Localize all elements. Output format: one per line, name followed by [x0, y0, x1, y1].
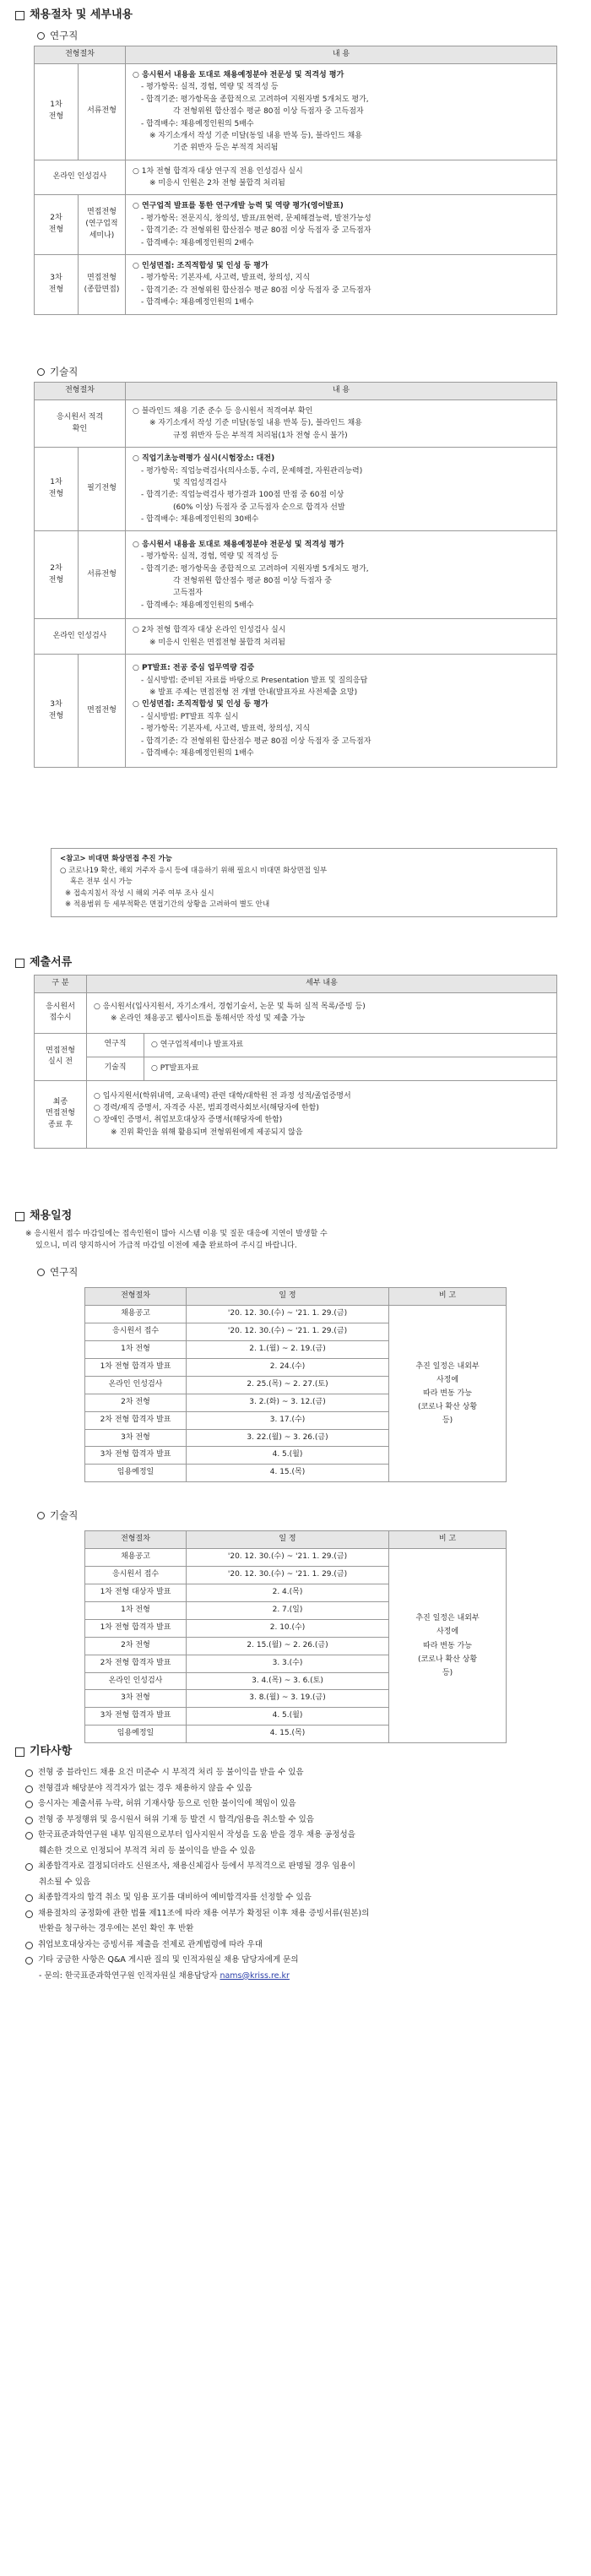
list-item-line — [25, 1906, 566, 1922]
note-line: 있으니, 미리 양지하시어 가급적 마감일 이전에 제출 완료하여 주시길 바랍니다. — [35, 1242, 297, 1251]
table-row — [85, 1548, 507, 1566]
date-cell: 2. 25.(목) ~ 2. 27.(토) — [187, 1376, 389, 1394]
subcategory-cell: 연구직 — [87, 1033, 144, 1057]
stage-cell: 2차 전형 합격자 발표 — [85, 1411, 187, 1429]
table-header: 전형절차 — [85, 1531, 187, 1549]
content-line: ○ 1차 전형 합격자 대상 연구직 전용 인성검사 실시 — [133, 166, 303, 176]
stage-cell: 1차 전형 합격자 발표 — [85, 1358, 187, 1376]
section-title: 기타사항 — [30, 1745, 73, 1758]
content-cell — [126, 448, 557, 531]
content-cell — [126, 160, 557, 195]
list-item-line: 훼손한 것으로 인정되어 부적격 처리 등 불이익을 받을 수 있음 — [39, 1845, 256, 1856]
subsection-research — [37, 29, 78, 44]
content-heading: ○ 응시원서 내용을 토대로 채용예정분야 전문성 및 적격성 평가 — [133, 70, 344, 79]
table-row — [35, 531, 557, 619]
subsection-tech-schedule — [37, 1508, 78, 1524]
table-row — [35, 160, 557, 195]
contact-line — [25, 1969, 566, 1985]
content-cell: ○ 연구업적세미나 발표자료 — [144, 1033, 557, 1057]
content-cell — [126, 531, 557, 619]
section-title-schedule — [15, 1208, 72, 1225]
circle-bullet-icon — [37, 1512, 45, 1519]
list-item-text: 전형 중 부정행위 및 응시원서 허위 기재 등 발견 시 합격/임용을 취소할 수 있음 — [38, 1814, 314, 1824]
circle-bullet-icon — [37, 32, 45, 40]
stage-cell: 3차 전형 — [85, 1429, 187, 1447]
table-header: 구 분 — [35, 976, 87, 993]
table-header: 일 정 — [187, 1531, 389, 1549]
list-item-line — [25, 1937, 566, 1954]
remark-cell: 추진 일정은 내외부 사정에 따라 변동 가능 (코로나 확산 상황 등) — [389, 1548, 507, 1742]
content-line: - 합격기준: 각 전형위원 합산점수 평균 80점 이상 득점자 중 고득점자 — [141, 226, 371, 236]
table-row — [85, 1305, 507, 1323]
content-line: ○ 경력/재직 증명서, 자격증 사본, 범죄경력사회보서(해당자에 한함) — [94, 1104, 319, 1113]
list-item-line — [25, 1953, 566, 1969]
content-line: - 합격기준: 각 전형위원 합산점수 평균 80점 이상 득점자 중 고득점자 — [141, 285, 371, 295]
circle-bullet-icon — [25, 1832, 33, 1840]
date-cell: 3. 4.(목) ~ 3. 6.(토) — [187, 1672, 389, 1690]
table-row — [35, 1033, 557, 1057]
schedule-note — [25, 1228, 566, 1253]
table-header: 내 용 — [126, 46, 557, 64]
content-line: 각 전형위원 합산점수 평균 80점 이상 득점자 중 — [173, 576, 332, 585]
content-note: ※ 자기소개서 작성 기준 미달(동일 내용 반복 등), 블라인드 채용 — [149, 131, 362, 140]
content-line: ○ 응시원서(입사지원서, 자기소개서, 경험기술서, 논문 및 특허 실적 목록/증빙 등) — [94, 1003, 366, 1012]
stage-cell: 1차 전형 — [85, 1601, 187, 1619]
content-cell — [126, 399, 557, 447]
circle-bullet-icon — [25, 1957, 33, 1965]
table-row — [35, 992, 557, 1033]
stage-cell: 2차 전형 — [35, 195, 79, 255]
date-cell: 2. 7.(일) — [187, 1601, 389, 1619]
stage-cell: 1차 전형 — [85, 1340, 187, 1358]
content-note: ※ 온라인 채용공고 웹사이트를 통해서만 작성 및 제출 가능 — [111, 1014, 306, 1024]
content-heading: ○ PT발표: 전공 중심 업무역량 검증 — [133, 664, 255, 673]
table-header: 비 고 — [389, 1531, 507, 1549]
content-heading: ○ 인성면접: 조직적합성 및 인성 등 평가 — [133, 262, 268, 271]
research-schedule-table — [84, 1287, 507, 1482]
contact-email-link[interactable]: nams@kriss.re.kr — [220, 1970, 290, 1981]
content-line: - 합격배수: 채용예정인원의 30배수 — [141, 515, 259, 524]
list-item — [25, 1765, 566, 1781]
circle-bullet-icon — [25, 1769, 33, 1777]
etc-list — [25, 1765, 566, 1984]
list-item — [25, 1781, 566, 1797]
stage-cell: 2차 전형 — [85, 1394, 187, 1411]
reference-line: 혹은 전부 실시 가능 — [70, 878, 133, 887]
content-line: - 평가항목: 기본자세, 사고력, 발표력, 창의성, 지식 — [141, 274, 311, 283]
stage-cell: 1차 전형 — [35, 448, 79, 531]
list-item — [25, 1953, 566, 1969]
content-line: - 평가항목: 전문지식, 창의성, 발표/표현력, 문제해결능력, 발전가능성 — [141, 214, 371, 223]
circle-bullet-icon — [25, 1863, 33, 1871]
content-line: 각 전형위원 합산점수 평균 80점 이상 득점자 중 고득점자 — [173, 107, 364, 117]
content-line: - 실시방법: PT발표 직후 실시 — [141, 712, 239, 721]
date-cell: '20. 12. 30.(수) ~ '21. 1. 29.(금) — [187, 1548, 389, 1566]
category-cell: 면접전형 실시 전 — [35, 1033, 87, 1080]
list-item-line — [25, 1828, 566, 1844]
content-cell — [126, 195, 557, 255]
remark-cell: 추진 일정은 내외부 사정에 따라 변동 가능 (코로나 확산 상황 등) — [389, 1305, 507, 1481]
circle-bullet-icon — [25, 1942, 33, 1949]
section-title: 제출서류 — [30, 956, 73, 969]
stage-cell: 3차 전형 — [35, 255, 79, 315]
stage-cell: 채용공고 — [85, 1548, 187, 1566]
date-cell: 2. 1.(월) ~ 2. 19.(금) — [187, 1340, 389, 1358]
stage-cell: 2차 전형 — [85, 1637, 187, 1655]
date-cell: 4. 15.(목) — [187, 1465, 389, 1482]
research-procedure-table — [34, 46, 557, 315]
date-cell: 2. 10.(수) — [187, 1619, 389, 1637]
contact-prefix: - 문의: 한국표준과학연구원 인적자원실 채용담당자 — [39, 1970, 220, 1981]
content-note: ※ 자기소개서 작성 기준 미달(동일 내용 반복 등), 블라인드 채용 — [149, 419, 362, 428]
date-cell: 3. 22.(월) ~ 3. 26.(금) — [187, 1429, 389, 1447]
checkbox-square-icon — [15, 1212, 24, 1221]
list-item — [25, 1796, 566, 1812]
list-item — [25, 1859, 566, 1890]
list-item-line — [25, 1765, 566, 1781]
section-title-documents — [15, 954, 72, 971]
list-item — [25, 1812, 566, 1829]
stage-cell: 온라인 인성검사 — [35, 160, 126, 195]
type-cell: 서류전형 — [79, 531, 126, 619]
subsection-tech — [37, 365, 78, 380]
subsection-label: 연구직 — [50, 30, 79, 41]
section-title-procedure — [15, 7, 133, 24]
content-heading: ○ 응시원서 내용을 토대로 채용예정분야 전문성 및 적격성 평가 — [133, 540, 344, 549]
list-item-line: 취소될 수 있음 — [39, 1877, 91, 1887]
checkbox-square-icon — [15, 959, 24, 968]
content-note: ※ 발표 주제는 면접전형 전 개별 안내(발표자료 사전제출 요망) — [149, 687, 358, 697]
content-note: 기준 위반자 등은 부적격 처리됨 — [173, 144, 279, 153]
content-line: ○ 블라인드 채용 기준 준수 등 응시원서 적격여부 확인 — [133, 406, 313, 416]
list-item-text: 채용절차의 공정화에 관한 법률 제11조에 따라 채용 여부가 확정된 이후 채용 증빙서류(원본)의 — [38, 1908, 370, 1918]
category-cell: 최종 면접전형 종료 후 — [35, 1080, 87, 1148]
list-item-line — [25, 1859, 566, 1875]
reference-note: ※ 적용범위 등 세부적확은 면접기간의 상황을 고려하여 별도 안내 — [65, 900, 270, 910]
list-item-line — [25, 1796, 566, 1812]
content-note: ※ 미응시 인원은 2차 전형 불합격 처리됨 — [149, 179, 285, 188]
content-cell — [126, 619, 557, 655]
content-line: - 합격기준: 각 전형위원 합산점수 평균 80점 이상 득점자 중 고득점자 — [141, 736, 371, 746]
list-item-line: 반환을 청구하는 경우에는 본인 확인 후 반환 — [39, 1924, 194, 1934]
checkbox-square-icon — [15, 11, 24, 20]
section-title-etc — [15, 1743, 72, 1760]
stage-cell: 3차 전형 — [35, 655, 79, 768]
date-cell: '20. 12. 30.(수) ~ '21. 1. 29.(금) — [187, 1566, 389, 1584]
stage-cell: 임용예정일 — [85, 1465, 187, 1482]
date-cell: 2. 4.(목) — [187, 1584, 389, 1601]
documents-table — [34, 975, 557, 1149]
date-cell: 3. 17.(수) — [187, 1411, 389, 1429]
table-header: 내 용 — [126, 383, 557, 400]
content-line: ○ 입사지원서(학위내역, 교육내역) 관련 대학/대학원 전 과정 성적/졸업증명서 — [94, 1091, 351, 1101]
content-cell: ○ PT발표자료 — [144, 1057, 557, 1080]
stage-cell: 온라인 인성검사 — [85, 1672, 187, 1690]
content-note: 규정 위반자 등은 부적격 처리됨(1차 전형 응시 불가) — [173, 431, 348, 440]
table-row — [35, 1057, 557, 1080]
list-item-text: 기타 궁금한 사항은 Q&A 게시판 질의 및 인적자원실 채용 담당자에게 문의 — [38, 1955, 299, 1965]
checkbox-square-icon — [15, 1747, 24, 1757]
date-cell: 4. 15.(목) — [187, 1725, 389, 1743]
stage-cell: 1차 전형 합격자 발표 — [85, 1619, 187, 1637]
section-title: 채용일정 — [30, 1209, 73, 1222]
content-line: - 합격배수: 채용예정인원의 5배수 — [141, 119, 254, 128]
content-line: ○ 장애인 증명서, 취업보호대상자 증명서(해당자에 한함) — [94, 1116, 283, 1125]
list-item-text: 전형 중 블라인드 채용 요건 미준수 시 부적격 처리 등 불이익을 받을 수 있음 — [38, 1768, 304, 1777]
table-header: 전형절차 — [35, 383, 126, 400]
list-item-text: 응시자는 제출서류 누락, 허위 기재사항 등으로 인한 불이익에 책임이 있음 — [38, 1799, 296, 1809]
note-line: ※ 응시원서 접수 마감일에는 접속인원이 많아 시스템 이용 및 질문 대응에 지연이 발생할 수 — [25, 1230, 328, 1238]
subsection-label: 기술직 — [50, 366, 79, 378]
stage-cell: 1차 전형 대상자 발표 — [85, 1584, 187, 1601]
tech-schedule-table — [84, 1530, 507, 1743]
table-row — [35, 63, 557, 160]
content-heading: ○ 연구업적 발표를 통한 연구개발 능력 및 역량 평가(영어발표) — [133, 202, 344, 211]
stage-cell: 채용공고 — [85, 1305, 187, 1323]
date-cell: 2. 15.(월) ~ 2. 26.(금) — [187, 1637, 389, 1655]
list-item-text: 전형결과 해당분야 적격자가 없는 경우 채용하지 않을 수 있음 — [38, 1783, 252, 1793]
reference-title: <참고> 비대면 화상면접 추진 가능 — [60, 855, 172, 863]
subcategory-cell: 기술직 — [87, 1057, 144, 1080]
type-cell: 면접전형 — [79, 655, 126, 768]
stage-cell: 3차 전형 합격자 발표 — [85, 1708, 187, 1725]
circle-bullet-icon — [25, 1817, 33, 1824]
list-item — [25, 1906, 566, 1937]
content-cell — [87, 1080, 557, 1148]
reference-note: ※ 접속지침서 작성 시 해외 거주 여부 조사 실시 — [65, 889, 214, 898]
table-header: 전형절차 — [35, 46, 126, 64]
reference-line: ○ 코로나19 확산, 해외 거주자 응시 등에 대응하기 위해 필요시 비대면 화상면접 일부 — [60, 866, 328, 875]
content-line: 및 직업성격검사 — [173, 478, 227, 487]
section-title: 채용절차 및 세부내용 — [30, 8, 133, 21]
list-item-text: 취업보호대상자는 증빙서류 제출을 전제로 관계법령에 따라 우대 — [38, 1939, 263, 1949]
reference-box — [51, 848, 557, 917]
stage-cell: 1차 전형 — [35, 63, 79, 160]
table-header: 전형절차 — [85, 1288, 187, 1306]
list-item — [25, 1890, 566, 1906]
list-item-text: 한국표준과학연구원 내부 임직원으로부터 입사지원서 작성을 도움 받을 경우 채용 공정성을 — [38, 1830, 355, 1840]
subsection-label: 기술직 — [50, 1509, 79, 1521]
date-cell: '20. 12. 30.(수) ~ '21. 1. 29.(금) — [187, 1305, 389, 1323]
stage-cell: 응시원서 접수 — [85, 1566, 187, 1584]
table-row — [35, 399, 557, 447]
stage-cell: 2차 전형 — [35, 531, 79, 619]
content-line: - 합격배수: 채용예정인원의 2배수 — [141, 238, 254, 247]
table-row — [35, 1080, 557, 1148]
content-cell — [87, 992, 557, 1033]
list-item-text: 최종합격자로 결정되더라도 신원조사, 채용신체검사 등에서 부적격으로 판명될 경우 임용이 — [38, 1861, 355, 1872]
table-row — [35, 448, 557, 531]
content-cell — [126, 255, 557, 315]
circle-bullet-icon — [37, 1269, 45, 1276]
type-cell: 서류전형 — [79, 63, 126, 160]
table-row — [35, 619, 557, 655]
table-header: 일 정 — [187, 1288, 389, 1306]
stage-cell: 응시원서 접수 — [85, 1323, 187, 1340]
content-line: - 합격기준: 평가항목을 종합적으로 고려하여 지원자별 5개처도 평가, — [141, 95, 369, 104]
table-header: 비 고 — [389, 1288, 507, 1306]
content-line: - 평가항목: 실적, 경험, 역량 및 적격성 등 — [141, 83, 279, 92]
date-cell: 3. 8.(월) ~ 3. 19.(금) — [187, 1690, 389, 1708]
stage-cell: 임용예정일 — [85, 1725, 187, 1743]
subsection-label: 연구직 — [50, 1266, 79, 1278]
stage-cell: 3차 전형 — [85, 1690, 187, 1708]
stage-cell: 응시원서 적격 확인 — [35, 399, 126, 447]
date-cell: 3. 3.(수) — [187, 1655, 389, 1672]
type-cell: 면접전형 (연구업적 세미나) — [79, 195, 126, 255]
table-row — [35, 255, 557, 315]
content-line: - 합격배수: 채용예정인원의 5배수 — [141, 601, 254, 610]
tech-procedure-table — [34, 382, 557, 768]
content-heading: ○ 직업기초능력평가 실시(시험장소: 대전) — [133, 454, 275, 464]
content-cell — [126, 63, 557, 160]
content-line: - 실시방법: 준비된 자료를 바탕으로 Presentation 발표 및 질의응답 — [141, 676, 368, 685]
list-item — [25, 1828, 566, 1859]
content-line: - 합격기준: 평가항목을 종합적으로 고려하여 지원자별 5개처도 평가, — [141, 564, 369, 573]
content-line: 고득점자 — [173, 589, 203, 598]
stage-cell: 2차 전형 합격자 발표 — [85, 1655, 187, 1672]
circle-bullet-icon — [37, 368, 45, 376]
content-line: - 합격기준: 직업능력검사 평가결과 100점 만점 중 60점 이상 — [141, 491, 344, 500]
type-cell: 필기전형 — [79, 448, 126, 531]
date-cell: 2. 24.(수) — [187, 1358, 389, 1376]
table-header: 세부 내용 — [87, 976, 557, 993]
content-line: - 평가항목: 직업능력검사(의사소통, 수리, 문제해결, 자원관리능력) — [141, 466, 363, 476]
table-row — [35, 655, 557, 768]
list-item-line — [25, 1781, 566, 1797]
stage-cell: 온라인 인성검사 — [85, 1376, 187, 1394]
date-cell: 3. 2.(화) ~ 3. 12.(금) — [187, 1394, 389, 1411]
content-line: - 합격배수: 채용예정인원의 1배수 — [141, 298, 254, 307]
content-heading: ○ 인성면접: 조직적합성 및 인성 등 평가 — [133, 700, 268, 709]
circle-bullet-icon — [25, 1785, 33, 1793]
table-row — [35, 195, 557, 255]
date-cell: 4. 5.(월) — [187, 1708, 389, 1725]
type-cell: 면접전형 (종합면접) — [79, 255, 126, 315]
content-cell — [126, 655, 557, 768]
content-line: ○ 2차 전형 합격자 대상 온라인 인성검사 실시 — [133, 626, 286, 635]
list-item-line — [25, 1812, 566, 1829]
category-cell: 응시원서 접수시 — [35, 992, 87, 1033]
circle-bullet-icon — [25, 1801, 33, 1808]
content-note: ※ 진위 확인을 위해 활용되며 전형위원에게 제공되지 않음 — [111, 1128, 303, 1137]
date-cell: '20. 12. 30.(수) ~ '21. 1. 29.(금) — [187, 1323, 389, 1340]
date-cell: 4. 5.(월) — [187, 1447, 389, 1465]
stage-cell: 온라인 인성검사 — [35, 619, 126, 655]
content-line: - 평가항목: 실적, 경험, 역량 및 적격성 등 — [141, 552, 279, 562]
list-item-text: 최종합격자의 합격 취소 및 임용 포기를 대비하여 예비합격자를 선정할 수 있음 — [38, 1893, 312, 1903]
content-line: - 합격배수: 채용예정인원의 1배수 — [141, 748, 254, 758]
content-line: (60% 이상) 득점자 중 고득점자 순으로 합격자 선발 — [173, 503, 345, 512]
circle-bullet-icon — [25, 1894, 33, 1902]
list-item — [25, 1937, 566, 1954]
content-note: ※ 미응시 인원은 면접전형 불합격 처리됨 — [149, 638, 285, 647]
circle-bullet-icon — [25, 1910, 33, 1918]
list-item-line — [25, 1890, 566, 1906]
content-line: - 평가항목: 기본자세, 사고력, 발표력, 창의성, 지식 — [141, 725, 311, 734]
stage-cell: 3차 전형 합격자 발표 — [85, 1447, 187, 1465]
subsection-research-schedule — [37, 1265, 78, 1280]
